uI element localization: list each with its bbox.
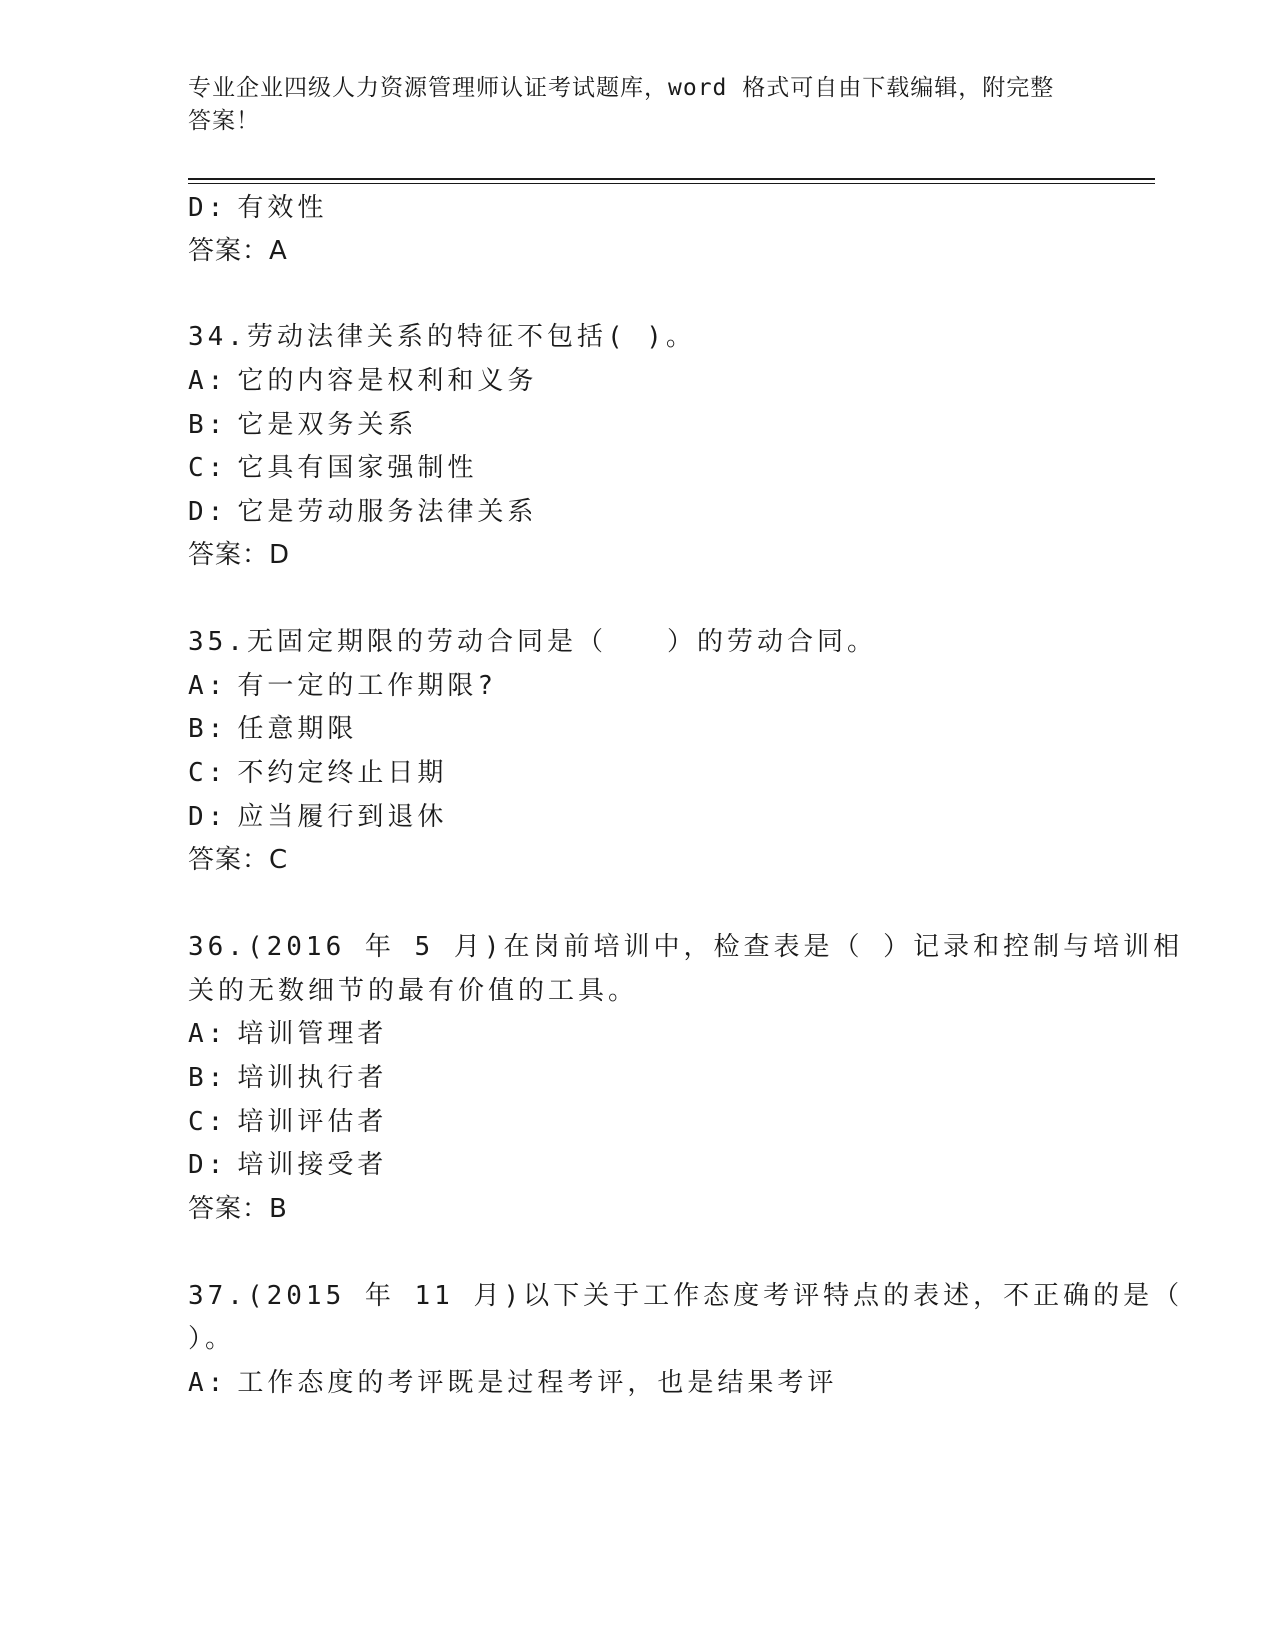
question-35-option-a: [188, 668, 497, 704]
question-36-answer: 答案：B: [188, 1194, 288, 1224]
option-text: 培训管理者: [237, 1019, 388, 1049]
option-text: 工作态度的考评既是过程考评，也是结果考评: [237, 1368, 838, 1398]
question-37-stem-line-2: ）。: [188, 1324, 236, 1354]
option-letter: C:: [188, 453, 228, 483]
header-divider-thick: [188, 178, 1155, 180]
question-35-stem: 35.无固定期限的劳动合同是（ ）的劳动合同。: [188, 627, 877, 657]
option-letter: D:: [188, 1150, 228, 1180]
question-36-option-c: [188, 1104, 387, 1140]
option-text: 应当履行到退休: [237, 802, 448, 832]
option-letter: D:: [188, 193, 228, 223]
option-letter: A:: [188, 1368, 228, 1398]
option-letter: B:: [188, 1063, 228, 1093]
question-36-stem-line-1: 36.(2016 年 5 月)在岗前培训中，检查表是（ ）记录和控制与培训相: [188, 932, 1184, 962]
question-35-option-b: [188, 711, 357, 747]
option-text: 它是双务关系: [237, 410, 418, 440]
question-34-answer: 答案：D: [188, 540, 291, 570]
question-35-option-c: [188, 755, 447, 791]
question-36-stem-line-2: 关的无数细节的最有价值的工具。: [188, 976, 639, 1006]
header-divider-thin: [188, 183, 1155, 184]
option-text: 它的内容是权利和义务: [237, 366, 538, 396]
option-text: 培训接受者: [237, 1150, 388, 1180]
option-text: 培训执行者: [237, 1063, 388, 1093]
option-letter: C:: [188, 1107, 228, 1137]
option-letter: A:: [188, 671, 228, 701]
option-text: 它具有国家强制性: [237, 453, 478, 483]
question-34-option-d: [188, 494, 537, 530]
question-34-option-a: [188, 363, 537, 399]
option-text: 有一定的工作期限?: [237, 671, 497, 701]
question-34-stem: 34.劳动法律关系的特征不包括( )。: [188, 322, 696, 352]
header-title-line-1: 专业企业四级人力资源管理师认证考试题库，word 格式可自由下载编辑，附完整: [188, 75, 1055, 101]
question-35-option-d: [188, 799, 447, 835]
option-letter: A:: [188, 1019, 228, 1049]
question-34-option-b: [188, 407, 417, 443]
option-letter: A:: [188, 366, 228, 396]
question-34-option-c: [188, 450, 477, 486]
prev-answer: 答案：A: [188, 236, 288, 266]
option-text: 培训评估者: [237, 1107, 388, 1137]
document-header: [188, 72, 1088, 138]
option-letter: B:: [188, 714, 228, 744]
option-letter: D:: [188, 497, 228, 527]
question-36-option-d: [188, 1147, 387, 1183]
prev-option-d: [188, 190, 327, 226]
header-title-line-2: 答案！: [188, 108, 260, 134]
question-37-stem-line-1: 37.(2015 年 11 月)以下关于工作态度考评特点的表述，不正确的是（: [188, 1281, 1184, 1311]
option-text: 任意期限: [237, 714, 358, 744]
option-text: 有效性: [237, 193, 328, 223]
option-letter: B:: [188, 410, 228, 440]
option-letter: D:: [188, 802, 228, 832]
question-35-answer: 答案：C: [188, 845, 289, 875]
question-36-option-a: [188, 1016, 387, 1052]
option-text: 不约定终止日期: [237, 758, 448, 788]
question-36-option-b: [188, 1060, 387, 1096]
option-letter: C:: [188, 758, 228, 788]
option-text: 它是劳动服务法律关系: [237, 497, 538, 527]
question-37-option-a: [188, 1365, 837, 1401]
